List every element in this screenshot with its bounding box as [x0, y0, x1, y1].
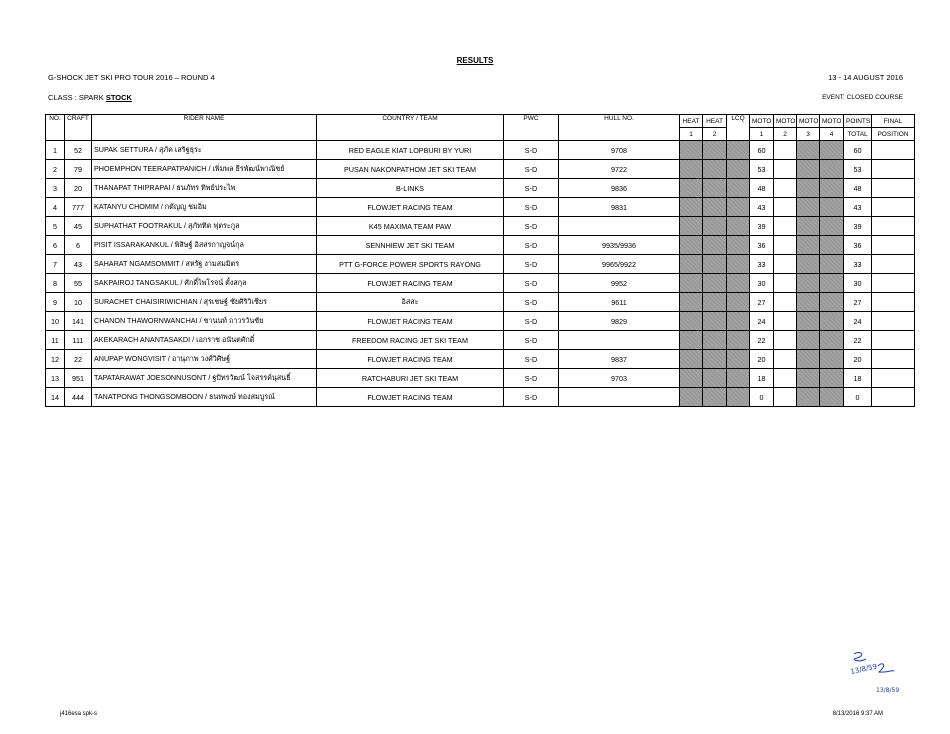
cell-final	[872, 198, 915, 217]
col-points-sub: TOTAL	[844, 128, 872, 141]
cell-moto4	[820, 179, 844, 198]
cell-final	[872, 179, 915, 198]
cell-no: 2	[46, 160, 65, 179]
cell-final	[872, 331, 915, 350]
cell-final	[872, 274, 915, 293]
cell-final	[872, 236, 915, 255]
cell-moto1: 53	[750, 160, 774, 179]
cell-moto2	[774, 141, 797, 160]
cell-rider: CHANON THAWORNWANCHAI / ชานนท์ ถาวรวันชัย	[92, 312, 317, 331]
cell-points: 27	[844, 293, 872, 312]
class-prefix: CLASS : SPARK	[48, 93, 106, 102]
cell-moto1: 20	[750, 350, 774, 369]
cell-no: 11	[46, 331, 65, 350]
cell-rider: THANAPAT THIPRAPAI / ธนภัทร ทิพย์ประไพ	[92, 179, 317, 198]
table-row	[46, 198, 915, 217]
table-row	[46, 160, 915, 179]
table-row	[46, 312, 915, 331]
cell-moto3	[797, 312, 820, 331]
cell-moto4	[820, 255, 844, 274]
cell-final	[872, 293, 915, 312]
table-row	[46, 331, 915, 350]
cell-craft: 20	[65, 179, 92, 198]
cell-pwc: S-D	[504, 255, 559, 274]
cell-heat2	[703, 217, 727, 236]
cell-rider: SAKPAIROJ TANGSAKUL / ศักดิ์ไพโรจน์ ตั้งสกุล	[92, 274, 317, 293]
cell-heat2	[703, 331, 727, 350]
cell-pwc: S-D	[504, 217, 559, 236]
cell-final	[872, 255, 915, 274]
cell-hull: 9611	[559, 293, 680, 312]
cell-moto4	[820, 141, 844, 160]
cell-final	[872, 369, 915, 388]
cell-hull: 9935/9936	[559, 236, 680, 255]
col-moto4: MOTO	[820, 115, 844, 128]
cell-team: K45 MAXIMA TEAM PAW	[317, 217, 504, 236]
cell-moto3	[797, 141, 820, 160]
cell-points: 30	[844, 274, 872, 293]
cell-hull: 9837	[559, 350, 680, 369]
cell-moto3	[797, 255, 820, 274]
cell-lcq	[727, 350, 750, 369]
cell-heat2	[703, 236, 727, 255]
cell-moto2	[774, 217, 797, 236]
cell-heat1	[680, 141, 703, 160]
cell-moto3	[797, 369, 820, 388]
cell-heat1	[680, 312, 703, 331]
cell-craft: 444	[65, 388, 92, 407]
cell-team: FLOWJET RACING TEAM	[317, 274, 504, 293]
cell-final	[872, 141, 915, 160]
col-lcq: LCQ	[727, 115, 750, 141]
cell-moto1: 48	[750, 179, 774, 198]
cell-lcq	[727, 388, 750, 407]
cell-points: 48	[844, 179, 872, 198]
cell-heat2	[703, 255, 727, 274]
cell-no: 1	[46, 141, 65, 160]
cell-heat1	[680, 255, 703, 274]
svg-text:13/8/59: 13/8/59	[876, 687, 900, 694]
cell-heat1	[680, 179, 703, 198]
cell-heat1	[680, 388, 703, 407]
cell-final	[872, 160, 915, 179]
cell-team: RED EAGLE KIAT LOPBURI BY YURI	[317, 141, 504, 160]
cell-rider: PISIT ISSARAKANKUL / พิสิษฐ์ อิสสรกาญจน์กุล	[92, 236, 317, 255]
cell-points: 53	[844, 160, 872, 179]
cell-moto3	[797, 236, 820, 255]
cell-final	[872, 312, 915, 331]
cell-rider: PHOEMPHON TEERAPATPANICH / เพิ่มพล ธีรพัฒน์พาณิชย์	[92, 160, 317, 179]
cell-heat2	[703, 312, 727, 331]
cell-moto2	[774, 388, 797, 407]
col-final-sub: POSITION	[872, 128, 915, 141]
cell-moto2	[774, 293, 797, 312]
cell-hull: 9952	[559, 274, 680, 293]
cell-rider: SAHARAT NGAMSOMMIT / สหรัฐ งามสมมิตร	[92, 255, 317, 274]
cell-craft: 22	[65, 350, 92, 369]
class-label	[48, 93, 132, 102]
header-row-top	[46, 115, 915, 128]
cell-moto2	[774, 198, 797, 217]
cell-no: 7	[46, 255, 65, 274]
cell-lcq	[727, 217, 750, 236]
cell-points: 18	[844, 369, 872, 388]
cell-heat1	[680, 293, 703, 312]
cell-pwc: S-D	[504, 198, 559, 217]
table-row	[46, 388, 915, 407]
cell-no: 6	[46, 236, 65, 255]
col-points: POINTS	[844, 115, 872, 128]
cell-heat1	[680, 198, 703, 217]
cell-moto4	[820, 331, 844, 350]
cell-rider: ANUPAP WONGVISIT / อานุภาพ วงศ์วิศิษฐ์	[92, 350, 317, 369]
col-moto4-sub: 4	[820, 128, 844, 141]
cell-moto1: 43	[750, 198, 774, 217]
cell-no: 13	[46, 369, 65, 388]
cell-moto3	[797, 350, 820, 369]
col-final: FINAL	[872, 115, 915, 128]
cell-points: 60	[844, 141, 872, 160]
cell-moto1: 27	[750, 293, 774, 312]
cell-moto1: 22	[750, 331, 774, 350]
cell-moto1: 30	[750, 274, 774, 293]
cell-team: FLOWJET RACING TEAM	[317, 312, 504, 331]
cell-craft: 141	[65, 312, 92, 331]
cell-moto3	[797, 160, 820, 179]
cell-hull	[559, 388, 680, 407]
cell-lcq	[727, 179, 750, 198]
cell-hull: 9829	[559, 312, 680, 331]
cell-moto3	[797, 331, 820, 350]
cell-no: 5	[46, 217, 65, 236]
col-moto1: MOTO	[750, 115, 774, 128]
cell-moto4	[820, 274, 844, 293]
table-row	[46, 350, 915, 369]
event-date: 13 - 14 AUGUST 2016	[828, 73, 903, 82]
cell-heat2	[703, 388, 727, 407]
event-type: EVENT: CLOSED COURSE	[822, 94, 903, 101]
cell-moto2	[774, 350, 797, 369]
cell-moto1: 18	[750, 369, 774, 388]
cell-no: 14	[46, 388, 65, 407]
cell-moto4	[820, 198, 844, 217]
cell-moto2	[774, 369, 797, 388]
cell-lcq	[727, 141, 750, 160]
col-heat1: HEAT	[680, 115, 703, 128]
cell-pwc: S-D	[504, 312, 559, 331]
cell-team: SENNHIEW JET SKI TEAM	[317, 236, 504, 255]
cell-rider: KATANYU CHOMIM / กตัญญู ชมอิ่ม	[92, 198, 317, 217]
cell-pwc: S-D	[504, 369, 559, 388]
cell-final	[872, 388, 915, 407]
table-row	[46, 141, 915, 160]
cell-team: RATCHABURI JET SKI TEAM	[317, 369, 504, 388]
cell-team: PUSAN NAKONPATHOM JET SKI TEAM	[317, 160, 504, 179]
cell-moto2	[774, 255, 797, 274]
cell-rider: TAPATARAWAT JOESONNUSONT / ฐปัทรวัฒน์ โจสรรค์นุสนธิ์	[92, 369, 317, 388]
cell-moto1: 33	[750, 255, 774, 274]
cell-pwc: S-D	[504, 179, 559, 198]
cell-points: 33	[844, 255, 872, 274]
cell-moto4	[820, 160, 844, 179]
cell-moto2	[774, 274, 797, 293]
cell-heat2	[703, 350, 727, 369]
cell-hull: 9836	[559, 179, 680, 198]
col-hull: HULL NO.	[559, 115, 680, 141]
cell-moto1: 24	[750, 312, 774, 331]
cell-heat2	[703, 179, 727, 198]
cell-no: 8	[46, 274, 65, 293]
cell-moto3	[797, 293, 820, 312]
cell-lcq	[727, 198, 750, 217]
cell-points: 43	[844, 198, 872, 217]
cell-heat1	[680, 350, 703, 369]
cell-lcq	[727, 369, 750, 388]
table-row	[46, 236, 915, 255]
cell-hull: 9965/9922	[559, 255, 680, 274]
cell-rider: AKEKARACH ANANTASAKDI / เอกราช อนันตศักดิ์	[92, 331, 317, 350]
cell-moto2	[774, 236, 797, 255]
cell-craft: 43	[65, 255, 92, 274]
cell-pwc: S-D	[504, 350, 559, 369]
col-team: COUNTRY / TEAM	[317, 115, 504, 141]
cell-craft: 52	[65, 141, 92, 160]
cell-moto1: 60	[750, 141, 774, 160]
cell-pwc: S-D	[504, 331, 559, 350]
cell-rider: SURACHET CHAISIRIWICHIAN / สุรเชษฐ์ ชัยศิริวิเชียร	[92, 293, 317, 312]
col-moto3: MOTO	[797, 115, 820, 128]
cell-moto3	[797, 198, 820, 217]
cell-lcq	[727, 331, 750, 350]
cell-moto4	[820, 293, 844, 312]
cell-lcq	[727, 236, 750, 255]
cell-rider: SUPAK SETTURA / สุภัค เสริฐธุระ	[92, 141, 317, 160]
cell-points: 22	[844, 331, 872, 350]
cell-heat2	[703, 141, 727, 160]
cell-moto4	[820, 217, 844, 236]
cell-lcq	[727, 160, 750, 179]
table-row	[46, 217, 915, 236]
cell-moto2	[774, 160, 797, 179]
cell-rider: TANATPONG THONGSOMBOON / ธนทพงษ์ ทองสมบูรณ์	[92, 388, 317, 407]
cell-moto1: 36	[750, 236, 774, 255]
col-moto3-sub: 3	[797, 128, 820, 141]
cell-craft: 45	[65, 217, 92, 236]
cell-craft: 777	[65, 198, 92, 217]
cell-pwc: S-D	[504, 141, 559, 160]
cell-points: 24	[844, 312, 872, 331]
table-row	[46, 255, 915, 274]
cell-hull	[559, 217, 680, 236]
cell-heat2	[703, 293, 727, 312]
handwritten-signature	[846, 648, 906, 698]
footer-file-code: j416esa spk-s	[60, 711, 98, 717]
cell-points: 39	[844, 217, 872, 236]
cell-heat2	[703, 274, 727, 293]
col-heat2-sub: 2	[703, 128, 727, 141]
col-craft: CRAFT	[65, 115, 92, 141]
cell-moto2	[774, 312, 797, 331]
col-moto2-sub: 2	[774, 128, 797, 141]
table-row	[46, 293, 915, 312]
cell-no: 3	[46, 179, 65, 198]
cell-points: 36	[844, 236, 872, 255]
cell-team: B-LINKS	[317, 179, 504, 198]
col-heat1-sub: 1	[680, 128, 703, 141]
table-row	[46, 179, 915, 198]
cell-heat2	[703, 369, 727, 388]
cell-rider: SUPHATHAT FOOTRAKUL / สุภัททิต ฟุตระกูล	[92, 217, 317, 236]
cell-lcq	[727, 312, 750, 331]
cell-moto1: 39	[750, 217, 774, 236]
cell-heat2	[703, 198, 727, 217]
cell-moto1: 0	[750, 388, 774, 407]
cell-pwc: S-D	[504, 236, 559, 255]
cell-hull	[559, 331, 680, 350]
svg-text:13/8/59: 13/8/59	[849, 662, 878, 676]
cell-moto3	[797, 179, 820, 198]
cell-final	[872, 350, 915, 369]
cell-team: FREEDOM RACING JET SKI TEAM	[317, 331, 504, 350]
cell-heat1	[680, 236, 703, 255]
cell-team: PTT G-FORCE POWER SPORTS RAYONG	[317, 255, 504, 274]
cell-moto2	[774, 179, 797, 198]
cell-hull: 9708	[559, 141, 680, 160]
col-rider: RIDER NAME	[92, 115, 317, 141]
cell-moto3	[797, 217, 820, 236]
cell-lcq	[727, 274, 750, 293]
event-name: G-SHOCK JET SKI PRO TOUR 2016 – ROUND 4	[48, 73, 215, 82]
cell-no: 4	[46, 198, 65, 217]
cell-team: FLOWJET RACING TEAM	[317, 388, 504, 407]
cell-moto3	[797, 274, 820, 293]
col-no: NO.	[46, 115, 65, 141]
table-row	[46, 369, 915, 388]
cell-pwc: S-D	[504, 160, 559, 179]
cell-craft: 111	[65, 331, 92, 350]
cell-moto4	[820, 236, 844, 255]
cell-moto3	[797, 388, 820, 407]
cell-moto4	[820, 350, 844, 369]
cell-points: 20	[844, 350, 872, 369]
col-pwc: PWC	[504, 115, 559, 141]
cell-moto4	[820, 369, 844, 388]
cell-team: FLOWJET RACING TEAM	[317, 350, 504, 369]
cell-team: FLOWJET RACING TEAM	[317, 198, 504, 217]
cell-craft: 10	[65, 293, 92, 312]
cell-pwc: S-D	[504, 274, 559, 293]
cell-craft: 6	[65, 236, 92, 255]
class-name: STOCK	[105, 93, 132, 102]
cell-craft: 79	[65, 160, 92, 179]
cell-moto2	[774, 331, 797, 350]
footer-timestamp: 8/13/2016 9:37 AM	[832, 711, 883, 717]
cell-hull: 9722	[559, 160, 680, 179]
cell-moto4	[820, 312, 844, 331]
results-table	[45, 114, 915, 407]
cell-lcq	[727, 293, 750, 312]
cell-heat1	[680, 160, 703, 179]
cell-final	[872, 217, 915, 236]
cell-lcq	[727, 255, 750, 274]
cell-team: อิสสะ	[317, 293, 504, 312]
cell-heat1	[680, 217, 703, 236]
cell-heat1	[680, 331, 703, 350]
table-row	[46, 274, 915, 293]
results-title: RESULTS	[456, 56, 494, 65]
cell-heat1	[680, 274, 703, 293]
cell-no: 12	[46, 350, 65, 369]
cell-craft: 951	[65, 369, 92, 388]
col-moto1-sub: 1	[750, 128, 774, 141]
cell-pwc: S-D	[504, 388, 559, 407]
cell-pwc: S-D	[504, 293, 559, 312]
col-heat2: HEAT	[703, 115, 727, 128]
cell-hull: 9703	[559, 369, 680, 388]
col-moto2: MOTO	[774, 115, 797, 128]
cell-heat2	[703, 160, 727, 179]
cell-points: 0	[844, 388, 872, 407]
cell-hull: 9831	[559, 198, 680, 217]
cell-moto4	[820, 388, 844, 407]
cell-craft: 55	[65, 274, 92, 293]
cell-heat1	[680, 369, 703, 388]
cell-no: 9	[46, 293, 65, 312]
cell-no: 10	[46, 312, 65, 331]
